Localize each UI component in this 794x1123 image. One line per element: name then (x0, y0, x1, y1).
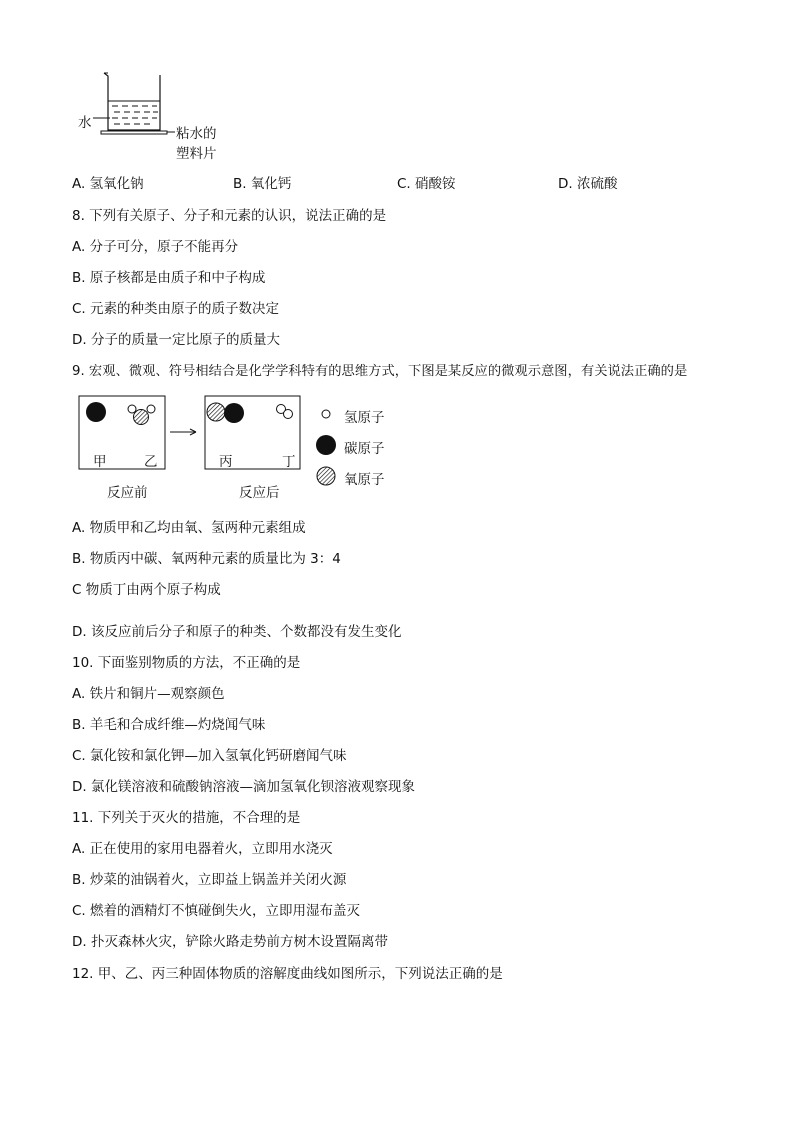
option-letter: C. (397, 176, 411, 192)
option-text: 物质甲和乙均由氧、氢两种元素组成 (89, 520, 306, 536)
option-letter: D. (72, 934, 87, 950)
oxygen-atom-icon (134, 410, 149, 425)
option-text: 该反应前后分子和原子的种类、个数都没有发生变化 (90, 624, 402, 640)
hydrogen-atom-icon (284, 410, 293, 419)
carbon-atom-icon (224, 403, 244, 423)
plate-label-line2: 塑料片 (176, 146, 217, 162)
carbon-atom-icon (86, 402, 106, 422)
option-text: 浓硫酸 (576, 176, 618, 192)
option-letter: D. (72, 624, 87, 640)
box1-label-right: 乙 (144, 454, 158, 470)
option-text: 炒菜的油锅着火，立即益上锅盖并关闭火源 (89, 872, 347, 888)
q10-stem: 10. 下面鉴别物质的方法，不正确的是 (72, 655, 301, 671)
q12-stem: 12. 甲、乙、丙三种固体物质的溶解度曲线如图所示，下列说法正确的是 (72, 966, 503, 982)
legend-carbon: 碳原子 (344, 441, 385, 457)
q10-option-b (72, 713, 265, 733)
option-text: 氧化钙 (250, 176, 292, 192)
option-text: 分子的质量一定比原子的质量大 (90, 332, 280, 348)
q10-option-c (72, 744, 347, 764)
option-text: 扑灭森林火灾，铲除火路走势前方树木设置隔离带 (90, 934, 388, 950)
q10-option-a (72, 682, 225, 702)
q11-option-a (72, 837, 333, 857)
carbon-atom-icon (316, 435, 336, 455)
hydrogen-atom-icon (128, 405, 136, 413)
option-letter: A. (72, 686, 86, 702)
q9-option-d (72, 620, 401, 640)
option-letter: A. (72, 239, 86, 255)
option-letter: B. (233, 176, 247, 192)
option-text: 硝酸铵 (415, 176, 456, 192)
option-letter: A. (72, 520, 86, 536)
q9-option-b (72, 547, 341, 567)
q11-option-b (72, 868, 346, 888)
caption-after: 反应后 (239, 485, 280, 501)
option-letter: C. (72, 903, 86, 919)
option-letter: D. (72, 332, 87, 348)
option-letter: D. (72, 779, 87, 795)
q11-stem: 11. 下列关于灭火的措施，不合理的是 (72, 810, 301, 826)
option-letter: A. (72, 841, 86, 857)
option-text: 物质丁由两个原子构成 (85, 582, 221, 598)
caption-before: 反应前 (107, 485, 148, 501)
option-text: 物质丙中碳、氧两种元素的质量比为 3：4 (89, 551, 341, 567)
option-text: 氢氧化钠 (89, 176, 144, 192)
option-letter: B. (72, 270, 86, 286)
option-letter: C. (72, 748, 86, 764)
option-letter: A. (72, 176, 86, 192)
plate-label-line1: 粘水的 (176, 126, 217, 142)
option-text: 正在使用的家用电器着火，立即用水浇灭 (89, 841, 333, 857)
oxygen-atom-icon (207, 403, 225, 421)
legend-hydrogen: 氢原子 (344, 410, 385, 426)
option-text: 元素的种类由原子的质子数决定 (90, 301, 280, 317)
q9-option-c (72, 578, 221, 598)
q9-stem: 9. 宏观、微观、符号相结合是化学学科特有的思维方式，下图是某反应的微观示意图，有关说法正确的是 (72, 364, 688, 379)
hydrogen-atom-icon (147, 405, 155, 413)
option-text: 铁片和铜片—观察颜色 (89, 686, 225, 702)
option-text: 氯化铵和氯化钾—加入氢氧化钙研磨闻气味 (90, 748, 347, 764)
q8-stem: 8. 下列有关原子、分子和元素的认识，说法正确的是 (72, 208, 387, 224)
box1-label-left: 甲 (93, 454, 107, 470)
box2-label-left: 丙 (219, 454, 233, 470)
q9-option-a (72, 516, 306, 536)
box2-label-right: 丁 (282, 454, 296, 470)
option-text: 氯化镁溶液和硫酸钠溶液—滴加氢氧化钡溶液观察现象 (90, 779, 415, 795)
q10-option-d (72, 775, 415, 795)
legend-oxygen: 氧原子 (344, 472, 385, 488)
option-letter: B. (72, 717, 86, 733)
option-letter: B. (72, 551, 86, 567)
option-text: 分子可分，原子不能再分 (89, 239, 239, 255)
option-text: 原子核都是由质子和中子构成 (89, 270, 266, 286)
option-letter: C. (72, 301, 86, 317)
option-letter: C (72, 582, 82, 598)
q11-option-c (72, 899, 360, 919)
option-text: 羊毛和合成纤维—灼烧闻气味 (89, 717, 266, 733)
q11-option-d (72, 930, 388, 950)
option-letter: B. (72, 872, 86, 888)
option-text: 燃着的酒精灯不慎碰倒失火，立即用湿布盖灭 (90, 903, 361, 919)
oxygen-atom-icon (317, 467, 335, 485)
option-letter: D. (558, 176, 573, 192)
hydrogen-atom-icon (322, 410, 330, 418)
water-label: 水 (78, 115, 92, 131)
